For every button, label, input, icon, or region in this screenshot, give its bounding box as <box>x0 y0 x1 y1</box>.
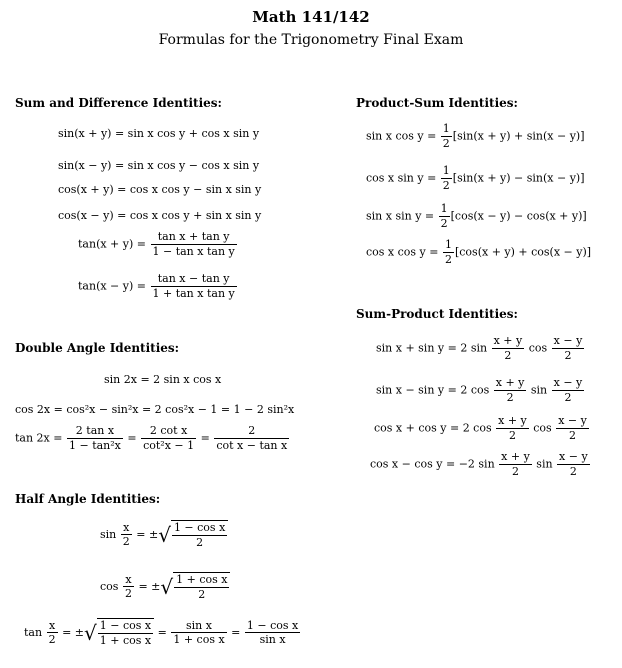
formula-cos-sum: cos(x + y) = cos x cos y − sin x sin y <box>58 183 262 196</box>
tan-diff-denominator: 1 + tan x tan y <box>152 286 235 300</box>
two-den: 2 <box>508 428 516 442</box>
formula-sin-minus-sin <box>376 376 585 405</box>
cos-half-radicand <box>174 573 229 602</box>
two-den: 2 <box>506 390 514 404</box>
sp2-mid: sin <box>530 383 548 397</box>
equals-sign: = <box>231 625 241 639</box>
xmy-over-2 <box>556 414 589 443</box>
tan-diff-lhs: tan(x − y) = <box>78 279 146 293</box>
one-half-fraction <box>439 202 450 231</box>
ps2-lhs: cos x sin y = <box>366 171 437 185</box>
tan-2x-fraction-2 <box>141 424 196 453</box>
formula-tan-2x <box>15 424 290 453</box>
equals-sign: = <box>138 579 148 593</box>
formula-tan-diff <box>78 272 238 301</box>
half-denominator: 2 <box>442 178 450 192</box>
cos-half-func: cos <box>100 579 119 593</box>
sp3-lhs: cos x + cos y = 2 cos <box>374 421 492 435</box>
sp3-mid: cos <box>533 421 552 435</box>
formula-sin-plus-sin <box>376 334 585 363</box>
sp4-mid: sin <box>536 457 553 471</box>
radicand-num: 1 − cos x <box>99 619 152 632</box>
half-den: 2 <box>124 587 132 601</box>
formula-sin-cos-product <box>366 122 585 151</box>
tan-sum-denominator: 1 − tan x tan y <box>152 244 235 258</box>
sp1-lhs: sin x + sin y = 2 sin <box>376 341 488 355</box>
xmy-over-2 <box>552 334 585 363</box>
tan-half-fraction-2 <box>171 619 226 648</box>
two-den: 2 <box>504 348 512 362</box>
heading-product-sum: Product-Sum Identities: <box>356 96 518 110</box>
formula-cos-minus-cos <box>370 450 591 479</box>
two-den: 2 <box>564 390 572 404</box>
formula-tan-sum <box>78 230 238 259</box>
xmy-num: x − y <box>553 334 583 347</box>
ps4-lhs: cos x cos y = <box>366 245 439 259</box>
tan-2x-den-2: cot²x − 1 <box>143 438 195 452</box>
tan-2x-lhs: tan 2x = <box>15 431 63 445</box>
tan-2x-den-1: 1 − tan²x <box>68 438 121 452</box>
xpy-num: x + y <box>498 414 527 427</box>
radicand-den: 2 <box>198 587 206 601</box>
half-numerator: 1 <box>442 122 450 135</box>
tan-half-num-3: 1 − cos x <box>246 618 299 632</box>
xmy-num: x − y <box>558 414 587 427</box>
plus-minus: ± <box>74 625 85 639</box>
xpy-num: x + y <box>501 450 530 463</box>
formula-sin-sum: sin(x + y) = sin x cos y + cos x sin y <box>58 127 260 140</box>
radicand-den: 2 <box>196 535 204 549</box>
half-denominator: 2 <box>442 136 450 150</box>
heading-sum-product: Sum-Product Identities: <box>356 307 518 321</box>
formula-sin-half <box>100 520 228 550</box>
half-num: x <box>121 521 132 536</box>
formula-sin-diff: sin(x − y) = sin x cos y − cos x sin y <box>58 159 260 172</box>
half-den: 2 <box>48 633 56 647</box>
equals-sign: = <box>157 625 167 639</box>
tan-2x-fraction-1 <box>67 424 123 453</box>
equals-sign: = <box>62 625 72 639</box>
ps4-rhs: [cos(x + y) + cos(x − y)] <box>454 245 592 259</box>
page-subtitle: Formulas for the Trigonometry Final Exam <box>158 32 464 48</box>
sp1-mid: cos <box>528 341 548 355</box>
xpy-over-2 <box>492 334 525 363</box>
half-num: x <box>47 619 58 634</box>
formula-cos-2x: cos 2x = cos²x − sin²x = 2 cos²x − 1 = 1 − 2 sin²x <box>15 403 295 416</box>
sp4-lhs: cos x − cos y = −2 sin <box>370 457 495 471</box>
formula-cos-diff: cos(x − y) = cos x cos y + sin x sin y <box>58 209 262 222</box>
ps3-lhs: sin x sin y = <box>366 209 435 223</box>
xmy-over-2 <box>552 376 585 405</box>
radicand-den: 1 + cos x <box>99 633 152 647</box>
tan-sum-lhs: tan(x + y) = <box>78 237 146 251</box>
xpy-over-2 <box>496 414 529 443</box>
tan-half-radicand <box>98 619 153 648</box>
formula-cos-half <box>100 572 230 602</box>
half-numerator: 1 <box>442 164 450 177</box>
xmy-num: x − y <box>559 450 588 463</box>
xmy-over-2 <box>557 450 590 479</box>
xpy-over-2 <box>494 376 527 405</box>
one-half-fraction <box>441 122 452 151</box>
one-half-fraction <box>443 238 454 267</box>
radicand-num: 1 − cos x <box>173 521 226 534</box>
tan-half-func: tan <box>24 625 43 639</box>
xpy-num: x + y <box>493 334 523 347</box>
two-den: 2 <box>564 348 572 362</box>
sin-half-func: sin <box>100 527 117 541</box>
ps1-lhs: sin x cos y = <box>366 129 437 143</box>
sqrt-cos-half <box>160 572 230 602</box>
tan-sum-numerator: tan x + tan y <box>151 230 237 245</box>
radicand-num: 1 + cos x <box>176 573 228 586</box>
tan-half-den-2: 1 + cos x <box>173 633 225 647</box>
formula-cos-sin-product <box>366 164 585 193</box>
heading-sum-difference: Sum and Difference Identities: <box>15 96 222 110</box>
ps3-rhs: [cos(x − y) − cos(x + y)] <box>450 209 587 223</box>
half-denominator: 2 <box>444 252 452 266</box>
tan-2x-num-2: 2 cot x <box>141 424 196 439</box>
tan-2x-den-3: cot x − tan x <box>216 438 288 452</box>
tan-half-num-2: sin x <box>171 619 226 634</box>
half-num: x <box>123 573 134 588</box>
tan-half-den-3: sin x <box>259 633 286 647</box>
equals-sign: = <box>136 527 146 541</box>
cos-half-arg <box>123 573 134 602</box>
xpy-num: x + y <box>495 376 525 389</box>
heading-double-angle: Double Angle Identities: <box>15 341 180 355</box>
tan-2x-num-1: 2 tan x <box>67 424 123 439</box>
equals-sign: = <box>200 431 210 445</box>
half-den: 2 <box>122 535 130 549</box>
tan-sum-fraction <box>151 230 237 259</box>
sin-half-arg <box>121 521 132 550</box>
radical-icon: √ <box>84 620 97 645</box>
course-title: Math 141/142 <box>252 8 370 26</box>
xpy-over-2 <box>499 450 532 479</box>
sqrt-tan-half <box>84 618 154 648</box>
ps1-rhs: [sin(x + y) + sin(x − y)] <box>452 129 585 143</box>
xmy-num: x − y <box>553 376 583 389</box>
radical-icon: √ <box>160 574 174 599</box>
tan-diff-fraction <box>151 272 237 301</box>
heading-half-angle: Half Angle Identities: <box>15 492 161 506</box>
formula-sin-2x: sin 2x = 2 sin x cos x <box>104 373 222 386</box>
radical-icon: √ <box>158 522 171 547</box>
two-den: 2 <box>569 428 577 442</box>
tan-half-arg <box>47 619 58 648</box>
sin-half-radicand <box>172 521 227 550</box>
ps2-rhs: [sin(x + y) − sin(x − y)] <box>452 171 585 185</box>
formula-cos-plus-cos <box>374 414 590 443</box>
plus-minus: ± <box>148 527 159 541</box>
half-numerator: 1 <box>440 202 448 215</box>
formula-cos-cos-product <box>366 238 591 267</box>
half-numerator: 1 <box>444 238 452 251</box>
half-denominator: 2 <box>440 216 448 230</box>
two-den: 2 <box>511 464 519 478</box>
formula-sin-sin-product <box>366 202 587 231</box>
tan-half-fraction-3 <box>245 619 300 648</box>
one-half-fraction <box>441 164 452 193</box>
tan-diff-numerator: tan x − tan y <box>151 272 237 287</box>
tan-2x-fraction-3 <box>214 424 289 453</box>
formula-tan-half <box>24 618 301 648</box>
plus-minus: ± <box>151 579 161 593</box>
tan-2x-num-3: 2 <box>214 424 289 439</box>
sqrt-sin-half <box>158 520 228 550</box>
equals-sign: = <box>127 431 137 445</box>
two-den: 2 <box>569 464 577 478</box>
sp2-lhs: sin x − sin y = 2 cos <box>376 383 490 397</box>
